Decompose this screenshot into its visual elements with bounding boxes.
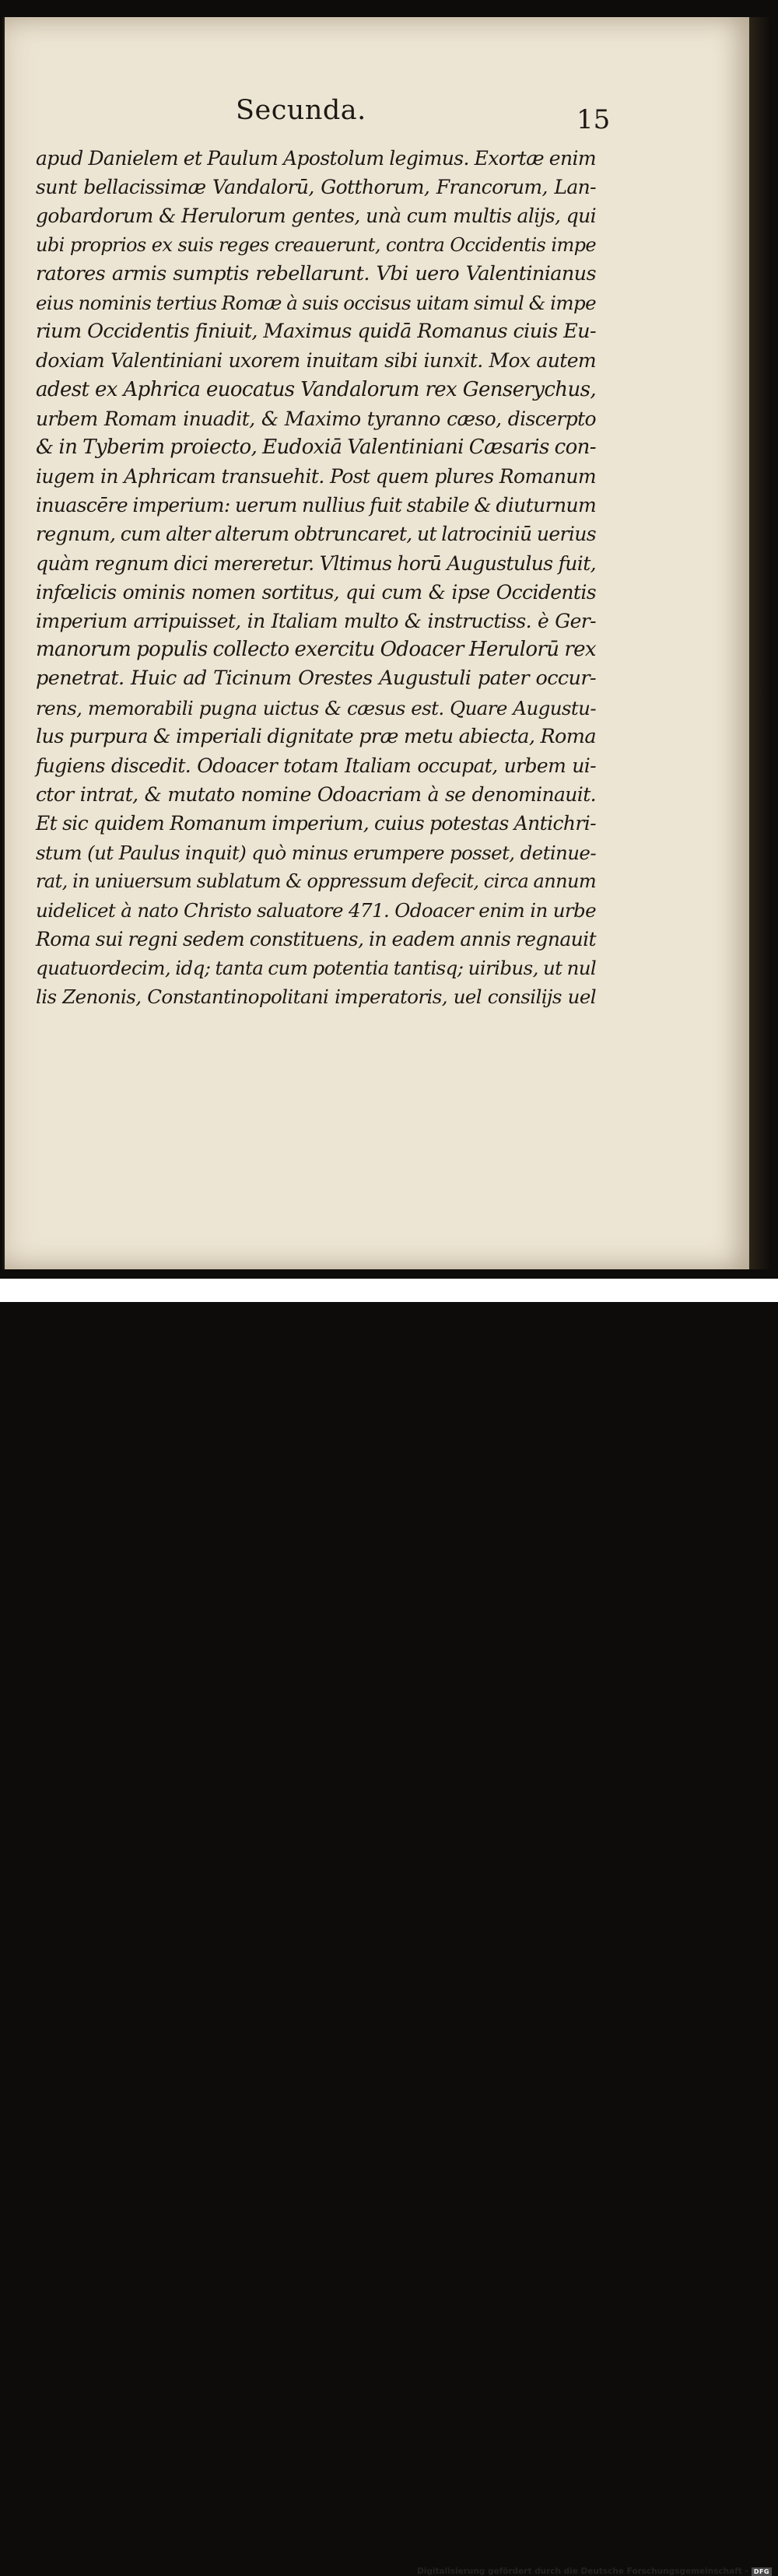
- book-page: [2, 17, 752, 1269]
- dfg-logo: DFG: [752, 2567, 772, 2576]
- text-line: eius nominis tertius Romæ à suis occisus uitam simul & impe: [36, 291, 596, 314]
- text-line: imperium arripuisset, in Italiam multo & instructiss. è Ger-: [36, 610, 596, 632]
- running-head: Secunda.: [236, 95, 366, 126]
- text-line: adest ex Aphrica euocatus Vandalorum rex Genserychus,: [36, 377, 596, 401]
- text-line: lus purpura & imperiali dignitate præ metu abiecta, Roma: [36, 724, 596, 748]
- text-line: penetrat. Huic ad Ticinum Orestes Augustuli pater occur-: [36, 667, 596, 691]
- text-line: fugiens discedit. Odoacer totam Italiam occupat, urbem ui-: [36, 754, 596, 777]
- text-line: rat, in uniuersum sublatum & oppressum defecit, circa annum: [36, 870, 596, 892]
- text-line: sunt bellacissimæ Vandalorū, Gotthorum, Francorum, Lan-: [36, 176, 596, 199]
- page-header: [5, 95, 752, 142]
- text-line: stum (ut Paulus inquit) quò minus erumpere posset, detinue-: [36, 841, 596, 864]
- text-line: iugem in Aphricam transuehit. Post quem plures Romanum: [36, 465, 596, 488]
- text-line: urbem Romam inuadit, & Maximo tyranno cæso, discerpto: [36, 407, 596, 430]
- text-line: ctor intrat, & mutato nomine Odoacriam à se denominauit.: [36, 783, 596, 807]
- text-line: & in Tyberim proiecto, Eudoxiā Valentiniani Cæsaris con-: [36, 435, 596, 459]
- footer-bar: [0, 1279, 778, 2576]
- text-line: lis Zenonis, Constantinopolitani imperatoris, uel consilijs uel: [36, 985, 596, 1009]
- page-edge-shadow: [749, 17, 771, 1269]
- text-line: gobardorum & Herulorum gentes, unà cum multis alijs, qui: [36, 205, 596, 228]
- text-line: rium Occidentis finiuit, Maximus quidā Romanus ciuis Eu-: [36, 320, 596, 344]
- text-line: quatuordecim, idq; tanta cum potentia tantisq; uiribus, ut nul: [36, 957, 597, 980]
- text-line: ubi proprios ex suis reges creauerunt, contra Occidentis impe: [36, 233, 596, 256]
- text-line: Et sic quidem Romanum imperium, cuius potestas Antichri-: [36, 812, 596, 835]
- text-line: ratores armis sumptis rebellarunt. Vbi uero Valentinianus: [36, 261, 596, 285]
- text-line: uidelicet à nato Christo saluatore 471. Odoacer enim in urbe: [36, 898, 596, 922]
- text-line: doxiam Valentiniani uxorem inuitam sibi iunxit. Mox autem: [36, 349, 596, 373]
- digitization-credit: [417, 2567, 772, 2576]
- credit-text: Digitalisierung gefördert durch die Deutsche Forschungsgemeinschaft -: [417, 2567, 748, 2576]
- text-line: rens, memorabili pugna uictus & cæsus est. Quare Augustu-: [36, 696, 596, 719]
- text-line: regnum, cum alter alterum obtruncaret, ut latrociniū uerius: [36, 523, 596, 546]
- text-line: quàm regnum dici mereretur. Vltimus horū Augustulus fuit,: [36, 551, 596, 575]
- page-number: 15: [576, 104, 611, 135]
- body-text: [36, 144, 596, 1012]
- text-line: Roma sui regni sedem constituens, in eadem annis regnauit: [36, 928, 596, 951]
- text-line: inuascēre imperium: uerum nullius fuit stabile & diuturnum: [36, 494, 597, 517]
- text-line: apud Danielem et Paulum Apostolum legimus. Exortæ enim: [36, 147, 596, 170]
- text-line: manorum populis collecto exercitu Odoacer Herulorū rex: [36, 638, 596, 662]
- text-line: infœlicis ominis nomen sortitus, qui cum & ipse Occidentis: [36, 580, 596, 604]
